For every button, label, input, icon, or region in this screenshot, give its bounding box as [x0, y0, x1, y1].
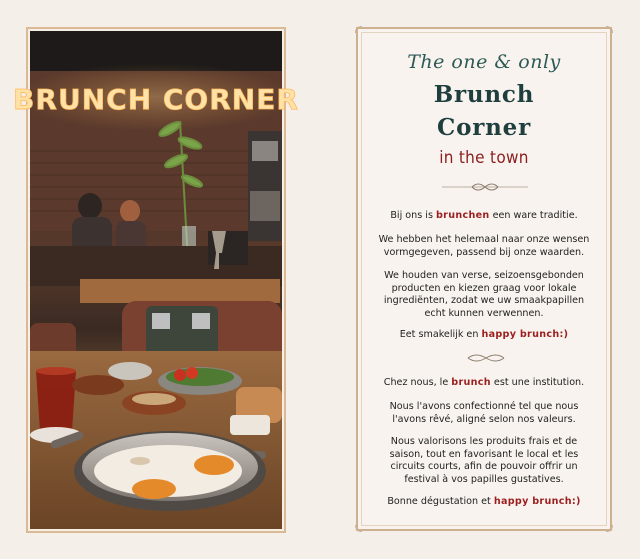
photo-illustration: [13, 31, 299, 529]
nl-p4-highlight: happy brunch:): [481, 329, 569, 340]
fr-p4-text: Bonne dégustation et: [387, 496, 494, 507]
nl-p1-text: Bij ons is: [390, 210, 437, 221]
fr-paragraph-2: Nous l'avons confectionné tel que nous l'avons rêvé, aligné selon nos valeurs.: [389, 401, 579, 425]
fr-p1-text: Chez nous, le: [383, 377, 452, 388]
info-card: [356, 27, 612, 531]
fr-p1-text-end: est une institution.: [490, 377, 585, 388]
nl-paragraph-3: We houden van verse, seizoensgebonden producten en kiezen graag voor lokale ingrediënten, zodat we uw smaakpapillen echt kunnen verwennen.: [383, 270, 585, 319]
subtitle: in the town: [439, 148, 529, 168]
fr-paragraph-1: [376, 377, 592, 390]
fr-p1-highlight: brunch: [451, 377, 491, 388]
nl-p4-text: Eet smakelijk en: [399, 329, 482, 340]
title-line-2: Corner: [436, 114, 532, 141]
nl-p1-highlight: brunchen: [436, 210, 490, 221]
small-flourish-icon: [466, 352, 506, 364]
nl-paragraph-2: We hebben het helemaal naar onze wensen vormgegeven, passend bij onze waarden.: [378, 234, 590, 258]
restaurant-photo: [13, 31, 299, 529]
divider-flourish-icon: [442, 181, 528, 193]
card-content: [358, 29, 610, 529]
fr-p4-highlight: happy brunch:): [493, 496, 581, 507]
photo-frame: [13, 27, 299, 533]
nl-paragraph-1: [376, 210, 592, 223]
nl-p1-text-end: een ware traditie.: [489, 210, 578, 221]
tagline: The one & only: [407, 51, 561, 73]
brunch-corner-sign: BRUNCH CORNER: [13, 83, 299, 116]
fr-paragraph-4: [376, 496, 592, 509]
fr-paragraph-3: Nous valorisons les produits frais et de saison, tout en favorisant le local et les circuits courts, afin de pouvoir offrir un festival à vos papilles gustatives.: [389, 436, 579, 485]
title-line-1: Brunch: [433, 81, 535, 108]
nl-paragraph-4: [376, 329, 592, 342]
